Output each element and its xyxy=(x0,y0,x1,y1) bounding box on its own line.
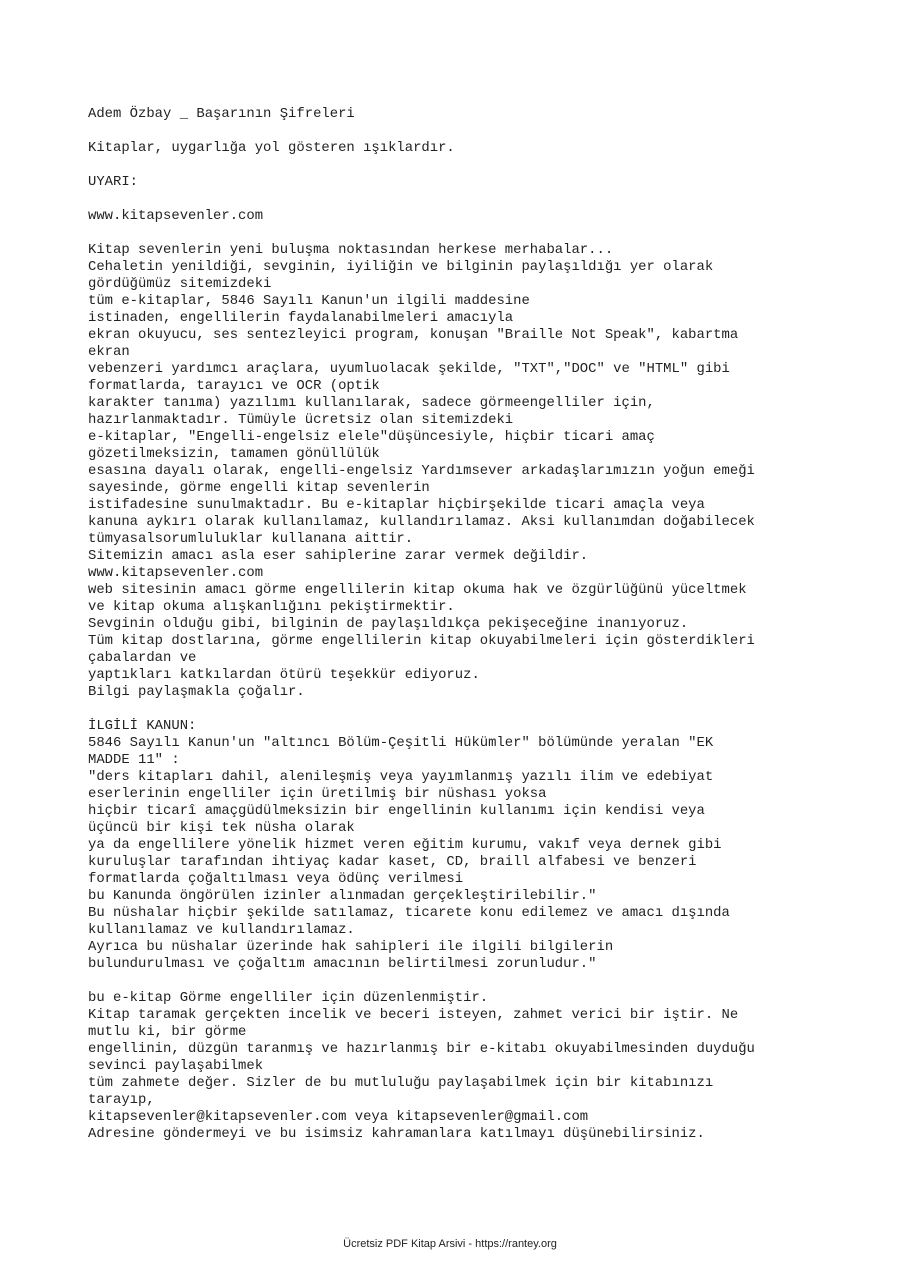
footer-text: Ücretsiz PDF Kitap Arsivi - https://rantey.org xyxy=(343,1238,557,1250)
text-line: ekran okuyucu, ses sentezleyici program, konuşan "Braille Not Speak", kabartma xyxy=(88,327,739,343)
text-line: Sitemizin amacı asla eser sahiplerine zarar vermek değildir. xyxy=(88,548,589,564)
text-line: www.kitapsevenler.com xyxy=(88,565,264,581)
text-line: vebenzeri yardımcı araçlara, uyumluolacak şekilde, "TXT","DOC" ve "HTML" gibi xyxy=(88,361,730,377)
closing-text-line: tüm zahmete değer. Sizler de bu mutluluğu paylaşabilmek için bir kitabınızı xyxy=(88,1075,714,1091)
text-line: hazırlanmaktadır. Tümüyle ücretsiz olan sitemizdeki xyxy=(88,412,514,428)
text-line: Kitap sevenlerin yeni buluşma noktasından herkese merhabalar... xyxy=(88,242,614,258)
book-title: Adem Özbay _ Başarının Şifreleri xyxy=(88,106,355,122)
closing-text-line: sevinci paylaşabilmek xyxy=(88,1058,264,1074)
law-text-line: bu Kanunda öngörülen izinler alınmadan gerçekleştirilebilir." xyxy=(88,888,597,904)
text-line: formatlarda, tarayıcı ve OCR (optik xyxy=(88,378,380,394)
closing-text-line: engellinin, düzgün taranmış ve hazırlanmış bir e-kitabı okuyabilmesinden duyduğu xyxy=(88,1041,755,1057)
text-line: e-kitaplar, "Engelli-engelsiz elele"düşüncesiyle, hiçbir ticari amaç xyxy=(88,429,655,445)
law-section xyxy=(88,718,888,973)
law-text-line: kullanılamaz ve kullandırılamaz. xyxy=(88,922,355,938)
text-line: tüm e-kitaplar, 5846 Sayılı Kanun'un ilgili maddesine xyxy=(88,293,530,309)
text-line: karakter tanıma) yazılımı kullanılarak, sadece görmeengelliler için, xyxy=(88,395,655,411)
text-line: web sitesinin amacı görme engellilerin kitap okuma hak ve özgürlüğünü yüceltmek xyxy=(88,582,747,598)
closing-text-line: bu e-kitap Görme engelliler için düzenlenmiştir. xyxy=(88,990,489,1006)
spacer xyxy=(88,157,888,174)
spacer xyxy=(88,123,888,140)
text-line: Sevginin olduğu gibi, bilginin de paylaşıldıkça pekişeceğine inanıyoruz. xyxy=(88,616,689,632)
text-line: gözetilmeksizin, tamamen gönüllülük xyxy=(88,446,380,462)
spacer xyxy=(88,701,888,718)
document-text xyxy=(88,106,888,1143)
site-address: www.kitapsevenler.com xyxy=(88,208,264,224)
law-text-line: "ders kitapları dahil, alenileşmiş veya yayımlanmış yazılı ilim ve edebiyat xyxy=(88,769,714,785)
law-text-line: İLGİLİ KANUN: xyxy=(88,718,197,734)
law-text-line: bulundurulması ve çoğaltım amacının belirtilmesi zorunludur." xyxy=(88,956,597,972)
spacer xyxy=(88,191,888,208)
text-line: istinaden, engellilerin faydalanabilmeleri amacıyla xyxy=(88,310,514,326)
law-text-line: hiçbir ticarî amaçgüdülmeksizin bir engellinin kullanımı için kendisi veya xyxy=(88,803,705,819)
spacer xyxy=(88,973,888,990)
closing-text-line: kitapsevenler@kitapsevenler.com veya kitapsevenler@gmail.com xyxy=(88,1109,589,1125)
closing-text-line: mutlu ki, bir görme xyxy=(88,1024,247,1040)
law-text-line: 5846 Sayılı Kanun'un "altıncı Bölüm-Çeşitli Hükümler" bölümünde yeralan "EK xyxy=(88,735,714,751)
law-text-line: MADDE 11" : xyxy=(88,752,180,768)
motto: Kitaplar, uygarlığa yol gösteren ışıklardır. xyxy=(88,140,455,156)
closing-text-line: tarayıp, xyxy=(88,1092,155,1108)
text-line: ve kitap okuma alışkanlığını pekiştirmektir. xyxy=(88,599,455,615)
text-line: tümyasalsorumluluklar kullanana aittir. xyxy=(88,531,414,547)
text-line: kanuna aykırı olarak kullanılamaz, kullandırılamaz. Aksi kullanımdan doğabilecek xyxy=(88,514,755,530)
text-line: istifadesine sunulmaktadır. Bu e-kitaplar hiçbirşekilde ticari amaçla veya xyxy=(88,497,705,513)
law-text-line: ya da engellilere yönelik hizmet veren eğitim kurumu, vakıf veya dernek gibi xyxy=(88,837,722,853)
closing-text-line: Adresine göndermeyi ve bu isimsiz kahramanlara katılmayı düşünebilirsiniz. xyxy=(88,1126,705,1142)
text-line: ekran xyxy=(88,344,130,360)
law-text-line: üçüncü bir kişi tek nüsha olarak xyxy=(88,820,355,836)
text-line: çabalardan ve xyxy=(88,650,197,666)
text-line: Tüm kitap dostlarına, görme engellilerin kitap okuyabilmeleri için gösterdikleri xyxy=(88,633,755,649)
warning-label: UYARI: xyxy=(88,174,139,190)
law-text-line: Bu nüshalar hiçbir şekilde satılamaz, ticarete konu edilemez ve amacı dışında xyxy=(88,905,730,921)
law-text-line: Ayrıca bu nüshalar üzerinde hak sahipleri ile ilgili bilgilerin xyxy=(88,939,614,955)
law-text-line: kuruluşlar tarafından ihtiyaç kadar kaset, CD, braill alfabesi ve benzeri xyxy=(88,854,697,870)
text-line: yaptıkları katkılardan ötürü teşekkür ediyoruz. xyxy=(88,667,480,683)
closing-section xyxy=(88,990,888,1143)
law-text-line: formatlarda çoğaltılması veya ödünç verilmesi xyxy=(88,871,464,887)
law-text-line: eserlerinin engelliler için üretilmiş bir nüshası yoksa xyxy=(88,786,547,802)
spacer xyxy=(88,225,888,242)
text-line: Cehaletin yenildiği, sevginin, iyiliğin ve bilginin paylaşıldığı yer olarak xyxy=(88,259,714,275)
text-line: esasına dayalı olarak, engelli-engelsiz Yardımsever arkadaşlarımızın yoğun emeği xyxy=(88,463,755,479)
closing-text-line: Kitap taramak gerçekten incelik ve beceri isteyen, zahmet verici bir iştir. Ne xyxy=(88,1007,739,1023)
intro-section xyxy=(88,242,888,701)
text-line: sayesinde, görme engelli kitap sevenlerin xyxy=(88,480,430,496)
text-line: gördüğümüz sitemizdeki xyxy=(88,276,272,292)
text-line: Bilgi paylaşmakla çoğalır. xyxy=(88,684,305,700)
